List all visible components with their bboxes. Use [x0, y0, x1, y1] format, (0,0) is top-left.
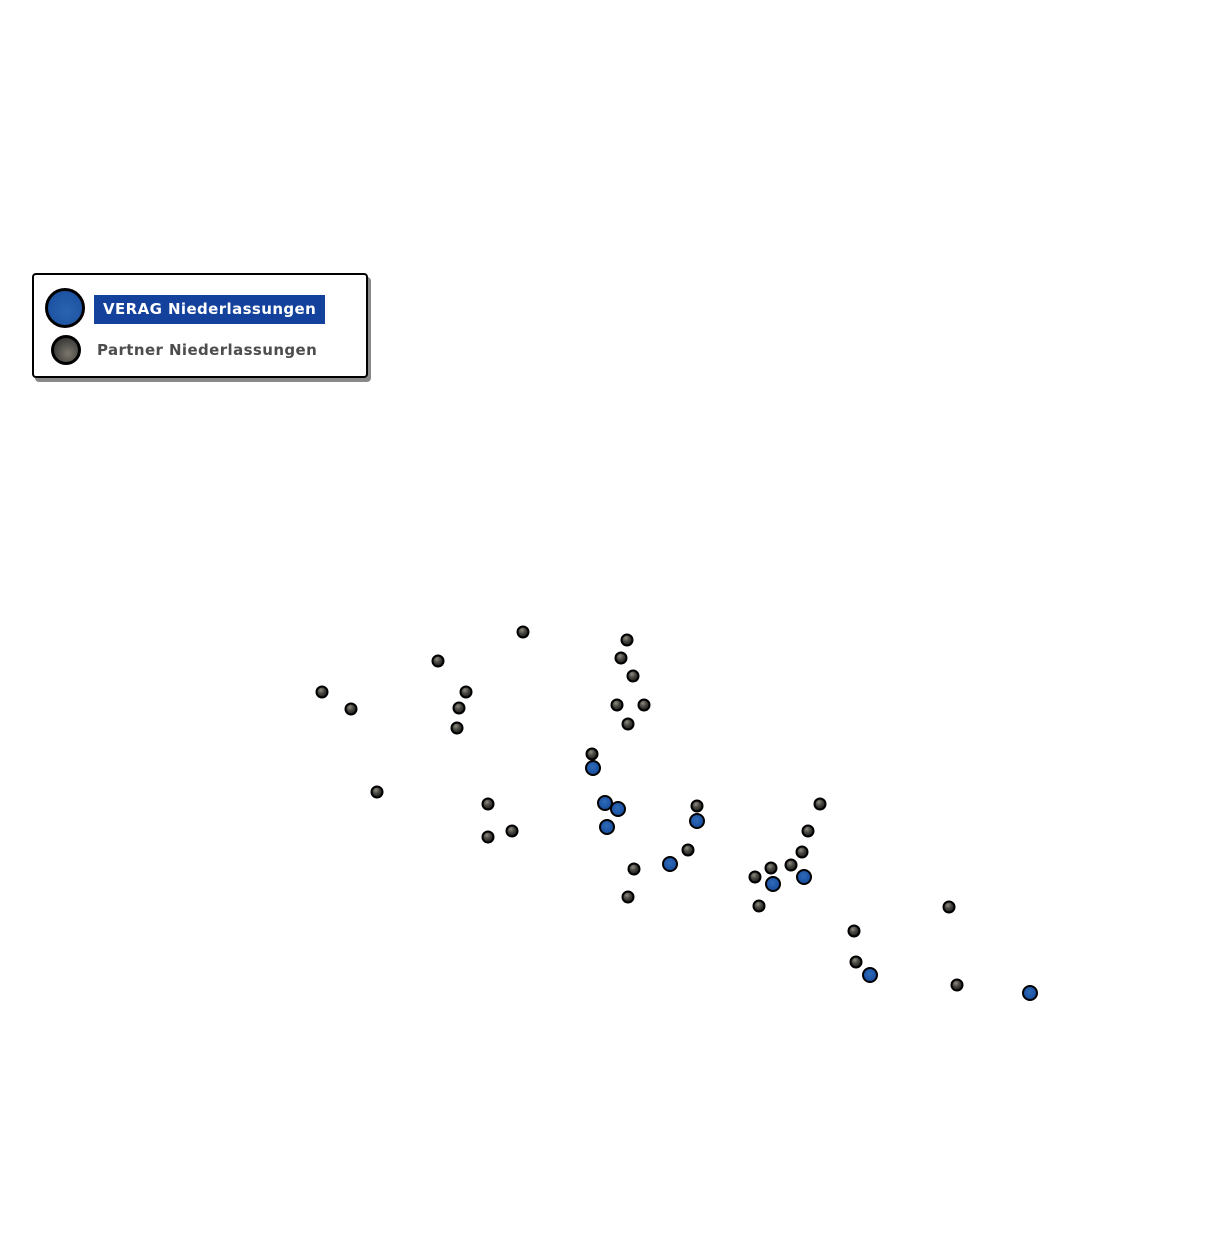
map-marker-partner[interactable] [506, 825, 519, 838]
map-marker-partner[interactable] [517, 626, 530, 639]
map-marker-verag[interactable] [585, 760, 601, 776]
map-marker-partner[interactable] [814, 798, 827, 811]
legend-label-partner: Partner Niederlassungen [97, 341, 318, 359]
map-marker-partner[interactable] [850, 956, 863, 969]
map-marker-verag[interactable] [796, 869, 812, 885]
map-marker-partner[interactable] [316, 686, 329, 699]
map-marker-partner[interactable] [627, 670, 640, 683]
partner-marker-icon [51, 335, 81, 365]
map-marker-partner[interactable] [848, 925, 861, 938]
map-marker-partner[interactable] [682, 844, 695, 857]
map-marker-partner[interactable] [611, 699, 624, 712]
map-marker-partner[interactable] [753, 900, 766, 913]
map-marker-partner[interactable] [622, 891, 635, 904]
map-marker-verag[interactable] [610, 801, 626, 817]
map-marker-partner[interactable] [785, 859, 798, 872]
map-marker-partner[interactable] [951, 979, 964, 992]
map-marker-partner[interactable] [482, 831, 495, 844]
map-marker-verag[interactable] [1022, 985, 1038, 1001]
map-marker-partner[interactable] [796, 846, 809, 859]
verag-marker-icon [45, 288, 85, 328]
map-marker-verag[interactable] [765, 876, 781, 892]
map-marker-partner[interactable] [482, 798, 495, 811]
map-marker-partner[interactable] [371, 786, 384, 799]
map-marker-partner[interactable] [621, 634, 634, 647]
map-marker-partner[interactable] [943, 901, 956, 914]
map-marker-partner[interactable] [451, 722, 464, 735]
map-marker-partner[interactable] [802, 825, 815, 838]
map-marker-partner[interactable] [628, 863, 641, 876]
map-marker-partner[interactable] [586, 748, 599, 761]
map-marker-partner[interactable] [453, 702, 466, 715]
map-marker-partner[interactable] [432, 655, 445, 668]
map-marker-partner[interactable] [460, 686, 473, 699]
map-marker-verag[interactable] [689, 813, 705, 829]
map-marker-partner[interactable] [615, 652, 628, 665]
map-marker-partner[interactable] [765, 862, 778, 875]
map-marker-verag[interactable] [862, 967, 878, 983]
map-marker-partner[interactable] [749, 871, 762, 884]
map-marker-partner[interactable] [622, 718, 635, 731]
map-marker-partner[interactable] [345, 703, 358, 716]
legend-label-verag: VERAG Niederlassungen [94, 295, 325, 324]
map-marker-verag[interactable] [662, 856, 678, 872]
legend [32, 273, 368, 378]
map-marker-verag[interactable] [599, 819, 615, 835]
map-marker-partner[interactable] [638, 699, 651, 712]
map-marker-partner[interactable] [691, 800, 704, 813]
